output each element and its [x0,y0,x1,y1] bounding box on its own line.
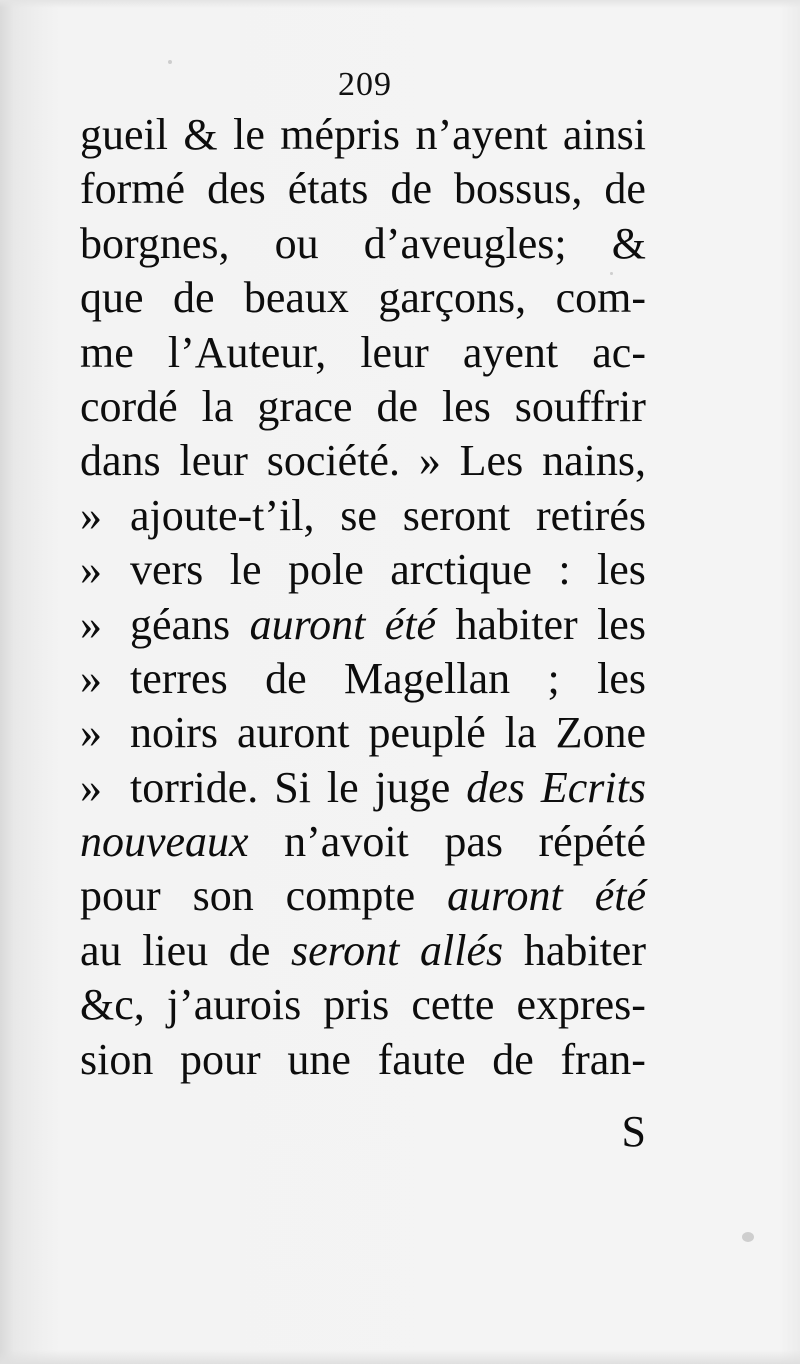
word: répété [538,817,646,867]
word: & [183,110,218,159]
word: formé [80,164,186,214]
word: : [558,545,571,595]
text-line [80,489,646,543]
word: d’aveugles; [363,218,567,268]
quotation-mark: » [80,545,100,595]
italic-word: seront [291,925,400,975]
word: Zone [555,708,646,758]
page-bottom-edge [0,1350,800,1364]
text-line [80,978,646,1032]
word: faute [377,1034,466,1084]
line-words [124,489,646,543]
word: de [390,164,432,214]
page-number: 209 [338,66,392,103]
word: me [80,327,134,377]
word: leur [360,327,429,377]
word: seront [402,490,511,540]
word: expres- [516,980,646,1030]
word: habiter [455,599,578,649]
word: retirés [536,490,646,540]
word: ac- [592,327,646,377]
word: com- [555,273,646,323]
word: pole [287,545,364,595]
word: l’Auteur, [167,327,327,377]
word: de [265,653,307,703]
text-line [80,761,646,815]
word: ayent [462,327,559,377]
word: de [172,273,215,323]
line-words [124,543,646,597]
text-line [80,543,646,597]
word: états [287,164,369,214]
word: de [604,164,646,214]
word: torride. [130,762,259,812]
word: de [492,1034,534,1084]
word: le [326,762,359,812]
word: ; [547,653,560,703]
word: cordé [80,381,178,431]
word: juge [374,762,451,812]
word: pris [323,980,390,1030]
word: peuplé [368,708,486,758]
word: sion [80,1034,154,1084]
catchword: S [621,1107,646,1156]
text-line [80,815,646,869]
quotation-mark: » [80,653,100,703]
word: souffrir [514,381,646,431]
word: une [287,1034,351,1084]
word: ainsi [562,110,646,159]
word: leur [179,436,248,486]
text-line [80,706,646,760]
word: beaux [243,273,349,323]
word: Si [274,762,311,812]
word: son [192,871,254,921]
word: mépris [280,110,401,159]
text-line [80,869,646,923]
paper-speck [742,1232,754,1242]
word: de [228,925,271,975]
italic-word: nouveaux [80,817,249,867]
word: lieu [142,925,209,975]
word: cette [411,980,495,1030]
word: les [441,381,491,431]
word: ou [274,218,319,268]
word: grace [257,381,353,431]
word: société. [266,436,400,486]
word: j’aurois [166,980,302,1030]
word: la [201,381,234,431]
word: le [233,110,265,159]
word: Magellan [343,653,511,703]
italic-word: auront [249,599,366,649]
word: habiter [523,925,646,975]
word: n’ayent [415,110,548,159]
line-words [124,598,646,652]
word: fran- [560,1034,646,1084]
quotation-mark: » [80,490,100,540]
word: borgnes, [80,218,230,268]
word: pour [80,871,161,921]
text-line [80,1033,646,1087]
word: noirs [130,708,218,758]
word: auront [237,708,350,758]
word: les [597,599,646,649]
word: les [597,653,646,703]
line-words [124,761,646,815]
word: de [376,381,419,431]
text-line [80,217,646,271]
word: ajoute-t’il, [130,490,315,540]
text-line [80,434,646,488]
line-words [124,706,646,760]
text-line [80,108,646,162]
quotation-mark: » [80,599,100,649]
word: garçons, [378,273,527,323]
word: au [80,925,122,975]
text-line [80,326,646,380]
word: arctique [390,545,532,595]
word: pour [180,1034,261,1084]
line-words [124,652,646,706]
word: des [207,164,266,214]
word: compte [285,871,416,921]
italic-word: été [384,599,437,649]
word: n’avoit [284,817,409,867]
body-text [80,108,646,1087]
word: les [597,545,646,595]
word: & [611,218,646,268]
quotation-mark: » [80,708,100,758]
italic-word: été [594,871,646,921]
italic-word: Ecrits [540,762,646,812]
word: terres [130,653,228,703]
italic-word: allés [420,925,504,975]
word: Les [459,436,524,486]
word: la [504,708,537,758]
word: bossus, [454,164,583,214]
word: que [80,273,144,323]
text-line [80,652,646,706]
italic-word: auront [447,871,563,921]
word: le [229,545,262,595]
word: nains, [542,436,646,486]
word: &c, [80,980,145,1030]
word: pas [444,817,503,867]
italic-word: des [466,762,525,812]
word: gueil [80,110,168,159]
word: se [340,490,377,540]
word: géans [130,599,231,649]
word: dans [80,436,161,486]
paper-speck [610,272,613,275]
paper-speck [168,60,172,64]
text-line [80,380,646,434]
text-line [80,162,646,216]
quotation-mark: » [80,762,100,812]
word: vers [130,545,204,595]
text-line [80,924,646,978]
word: » [418,436,441,486]
text-line [80,271,646,325]
text-line [80,598,646,652]
page-top-edge [0,0,800,8]
